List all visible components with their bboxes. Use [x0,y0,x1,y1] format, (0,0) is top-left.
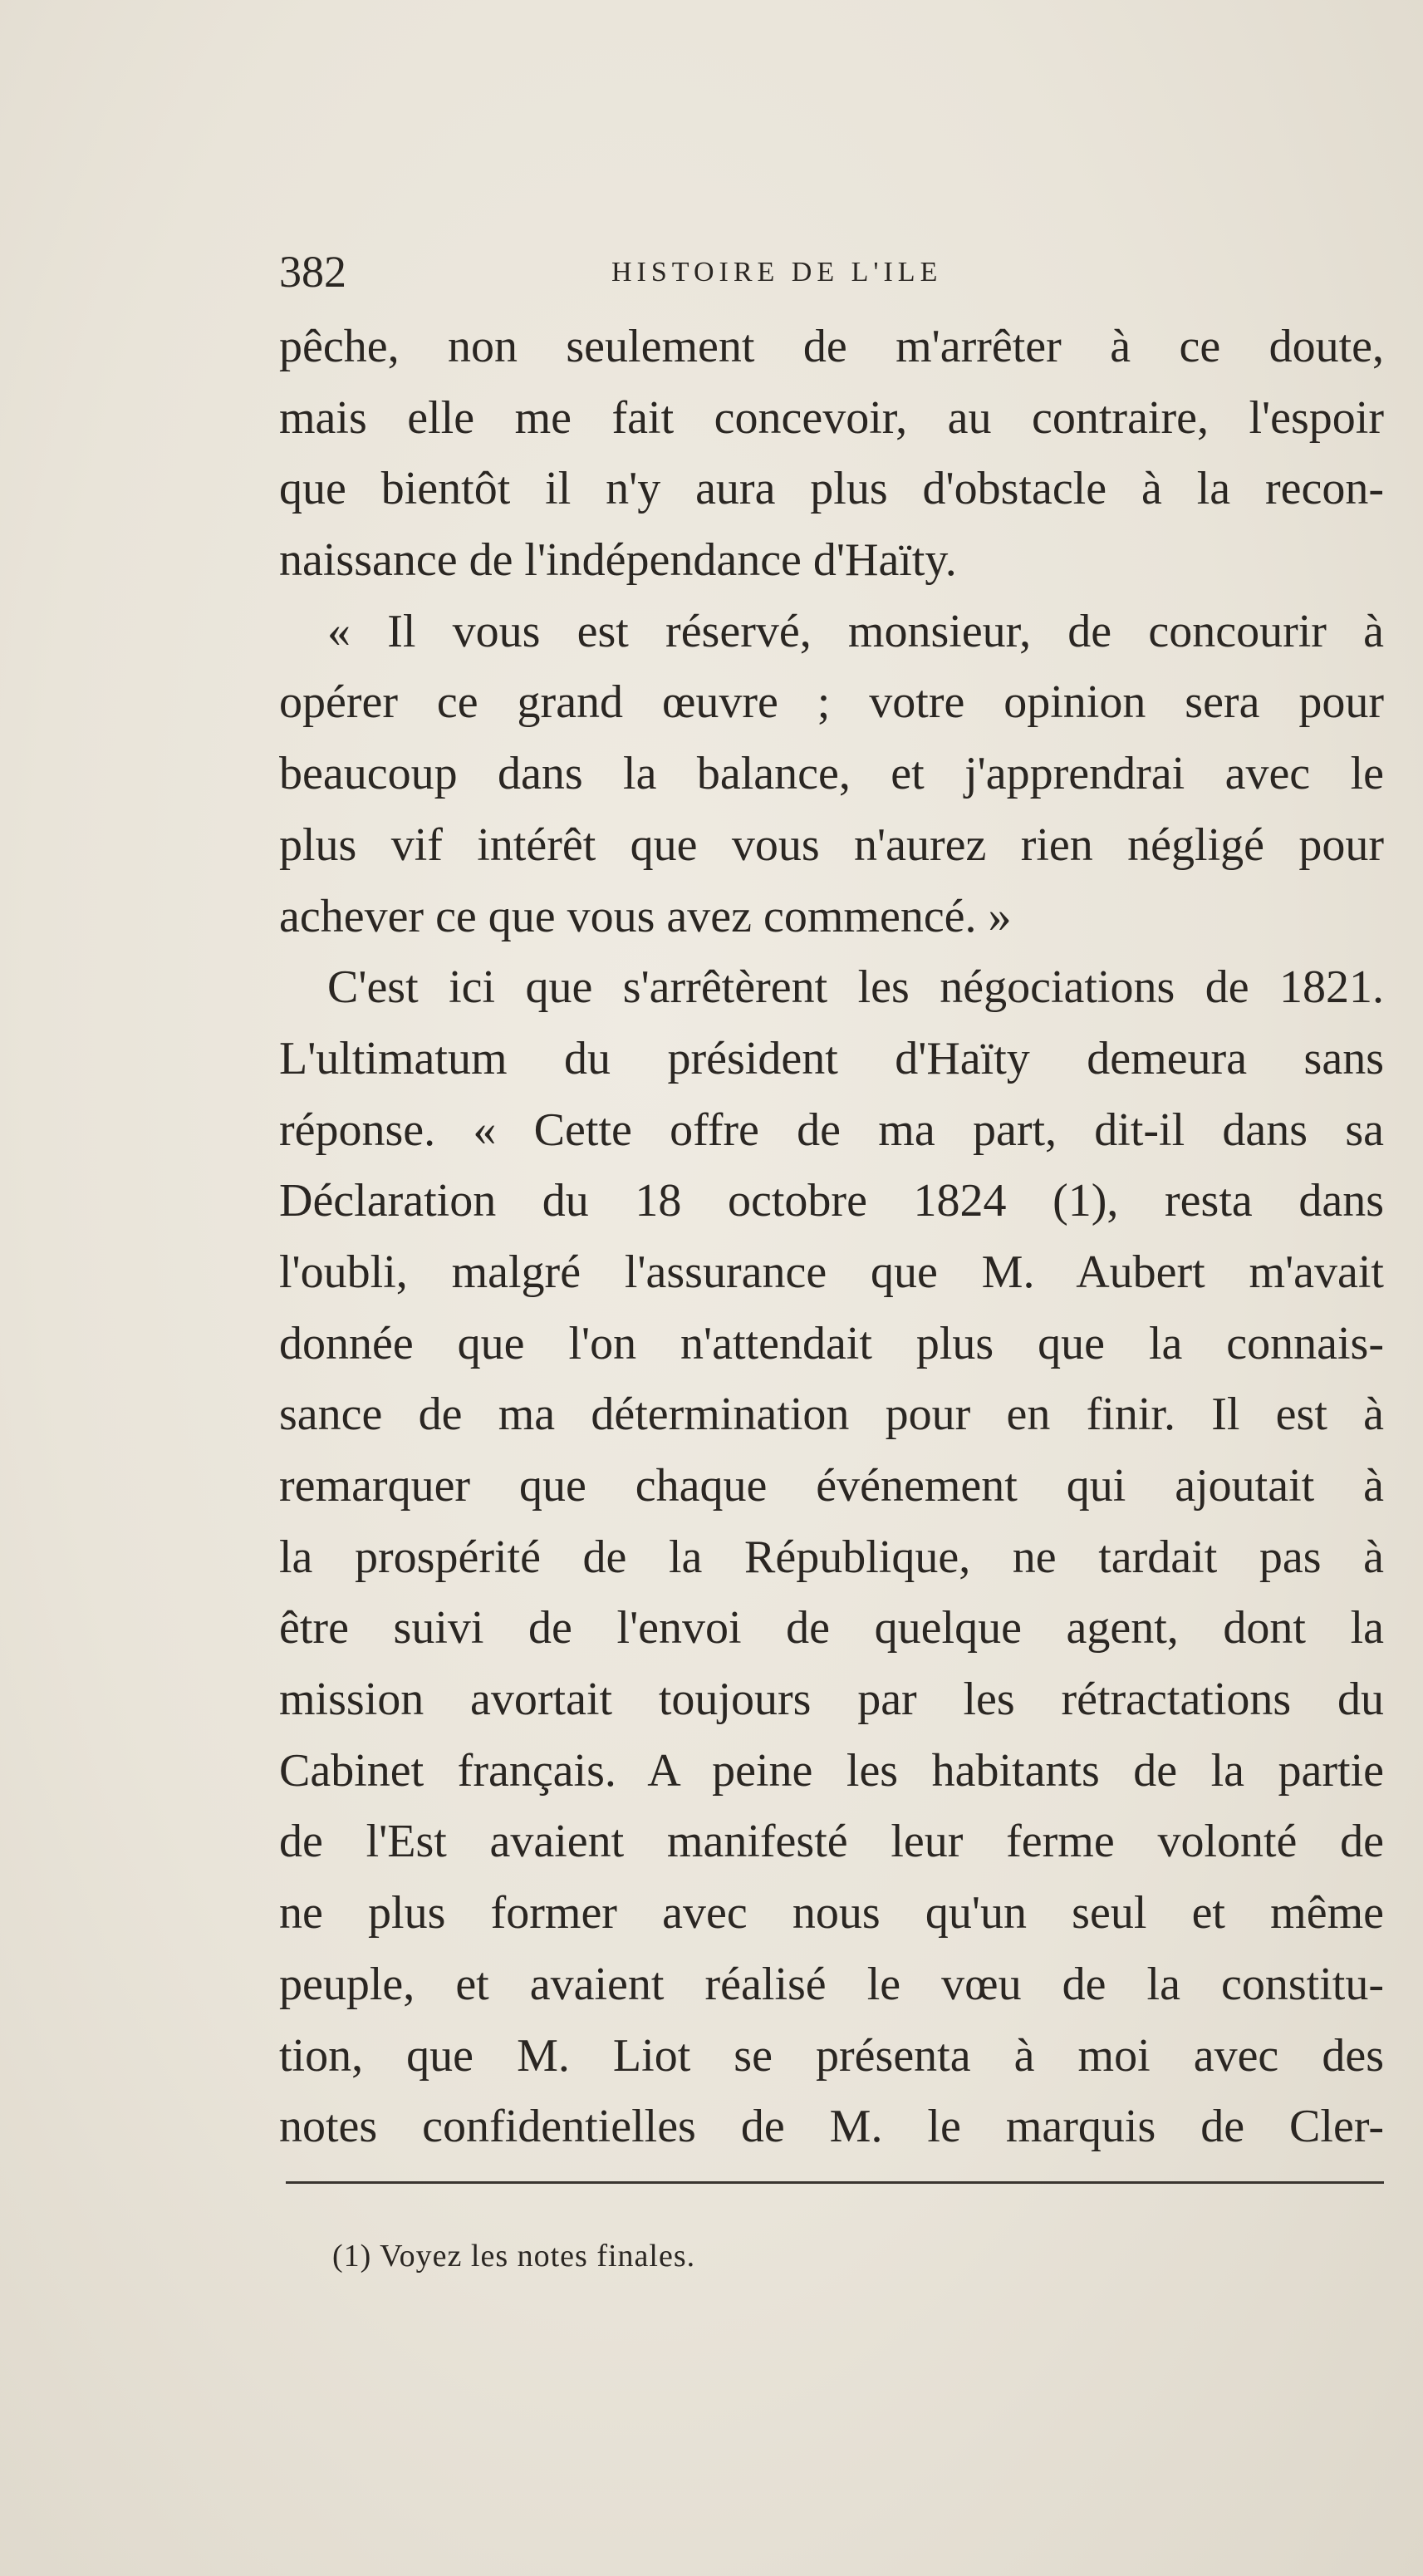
text-line: la prospérité de la République, ne tardait pas à [279,1531,1384,1583]
text-line: opérer ce grand œuvre ; votre opinion sera pour [279,676,1384,729]
running-title: HISTOIRE DE L'ILE [611,257,943,288]
text-line: notes confidentielles de M. le marquis de Cler- [279,2101,1384,2153]
text-line: « Il vous est réservé, monsieur, de concourir à [327,605,1384,657]
body-text [279,312,1384,2163]
text-line: pêche, non seulement de m'arrêter à ce doute, [279,321,1384,372]
text-line: tion, que M. Liot se présenta à moi avec des [279,2029,1384,2082]
page-number: 382 [279,247,346,297]
footnote-divider [286,2181,1384,2184]
text-line: naissance de l'indépendance d'Haïty. [279,534,957,587]
text-line: C'est ici que s'arrêtèrent les négociations de 1821. [327,961,1384,1014]
text-line: plus vif intérêt que vous n'aurez rien négligé pour [279,819,1384,871]
text-line: L'ultimatum du président d'Haïty demeura sans [279,1032,1384,1084]
text-line: Déclaration du 18 octobre 1824 (1), resta dans [279,1175,1384,1227]
text-line: être suivi de l'envoi de quelque agent, dont la [279,1602,1384,1654]
text-line: de l'Est avaient manifesté leur ferme volonté de [279,1816,1384,1868]
text-line: l'oubli, malgré l'assurance que M. Aubert m'avait [279,1246,1384,1298]
text-line: beaucoup dans la balance, et j'apprendrai avec le [279,748,1384,800]
text-line: achever ce que vous avez commencé. » [279,890,1012,942]
text-line: mission avortait toujours par les rétractations du [279,1674,1384,1726]
text-line: sance de ma détermination pour en finir. Il est à [279,1389,1384,1441]
text-line: donnée que l'on n'attendait plus que la connais- [279,1317,1384,1369]
text-line: mais elle me fait concevoir, au contraire, l'espoir [279,391,1384,444]
text-line: peuple, et avaient réalisé le vœu de la constitu- [279,1958,1384,2010]
text-line: remarquer que chaque événement qui ajoutait à [279,1460,1384,1512]
text-line: réponse. « Cette offre de ma part, dit-il dans sa [279,1104,1384,1156]
text-line: ne plus former avec nous qu'un seul et même [279,1887,1384,1939]
footnote: (1) Voyez les notes finales. [332,2239,696,2274]
text-line: que bientôt il n'y aura plus d'obstacle à la recon- [279,463,1384,515]
text-line: Cabinet français. A peine les habitants de la partie [279,1744,1384,1797]
running-head [279,243,1392,301]
